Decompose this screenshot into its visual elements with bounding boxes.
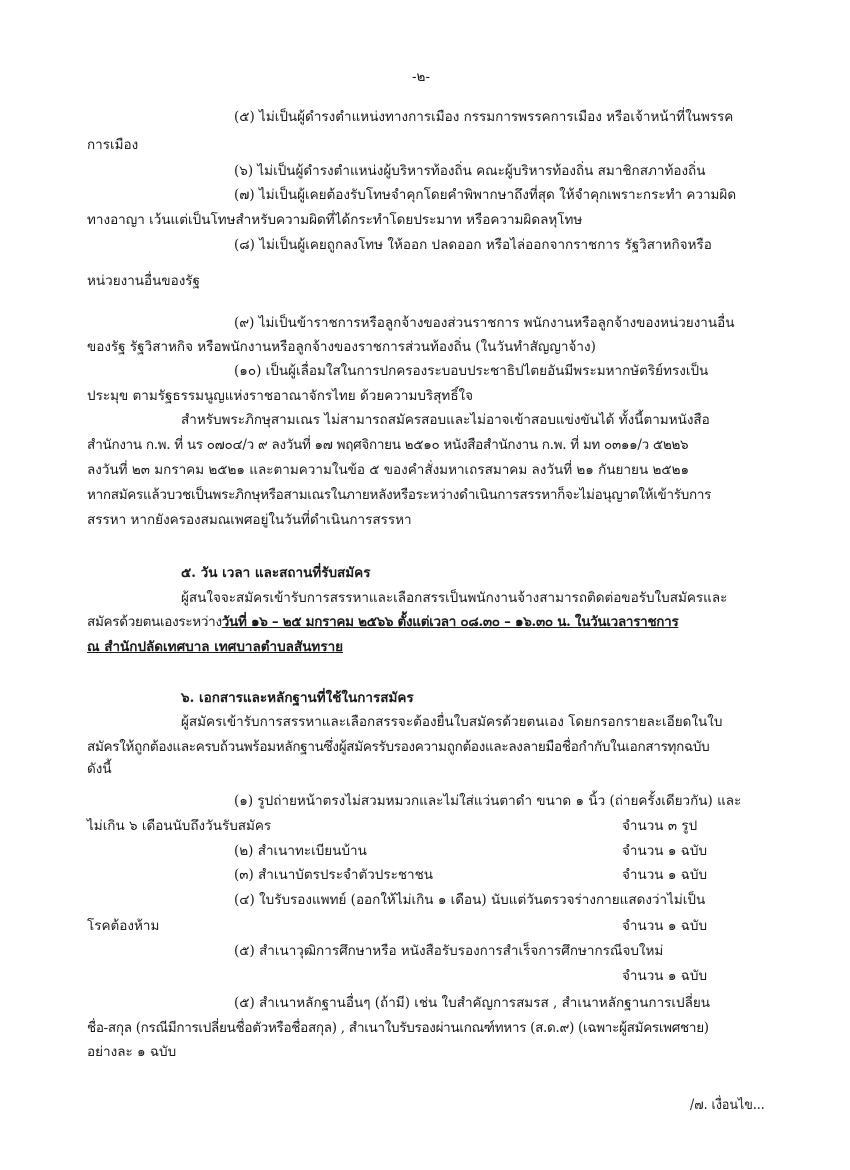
application-period: วันที่ ๑๖ – ๒๕ มกราคม ๒๕๖๖ ตั้งแต่เวลา ๐๘.๓๐ – ๑๖.๓๐ น. ในวันเวลาราชการ [221,614,679,630]
continuation-marker: /๗. เงื่อนไข... [690,1097,765,1113]
section-6-heading: ๖. เอกสารและหลักฐานที่ใช้ในการสมัคร [181,690,414,706]
document-6-line2: ชื่อ-สกุล (กรณีมีการเปลี่ยนชื่อตัวหรือชื่อสกุล) , สำเนาใบรับรองผ่านเกณฑ์ทหาร (ส.ด.๙) (เฉพาะผู้สมัครเพศชาย) [87,1020,709,1036]
section-6-intro-line2: สมัครให้ถูกต้องและครบถ้วนพร้อมหลักฐานซึ่งผู้สมัครรับรองความถูกต้องและลงลายมือชื่อกำกับในเอกสารทุกฉบับ [87,739,710,755]
document-3-quantity: จำนวน ๑ ฉบับ [622,867,708,883]
qualification-9-line1: (๙) ไม่เป็นข้าราชการหรือลูกจ้างของส่วนราชการ พนักงานหรือลูกจ้างของหน่วยงานอื่น [234,315,735,331]
document-6-line3: อย่างละ ๑ ฉบับ [87,1044,177,1060]
qualification-7-line2: ทางอาญา เว้นแต่เป็นโทษสำหรับความผิดที่ได้กระทำโดยประมาท หรือความผิดลหุโทษ [87,212,583,228]
document-6-line1: (๕) สำเนาหลักฐานอื่นๆ (ถ้ามี) เช่น ใบสำคัญการสมรส , สำเนาหลักฐานการเปลี่ยน [234,995,711,1011]
qualification-7-line1: (๗) ไม่เป็นผู้เคยต้องรับโทษจำคุกโดยคำพิพากษาถึงที่สุด ให้จำคุกเพราะกระทำ ความผิด [234,187,737,203]
section-5-heading: ๕. วัน เวลา และสถานที่รับสมัคร [181,565,371,581]
section-5-line1: ผู้สนใจจะสมัครเข้ารับการสรรหาและเลือกสรรเป็นพนักงานจ้างสามารถติดต่อขอรับใบสมัครและ [181,590,728,606]
monks-note-line4: หากสมัครแล้วบวชเป็นพระภิกษุหรือสามเณรในภายหลังหรือระหว่างดำเนินการสรรหาก็จะไม่อนุญาตให้เข้ารับการ [87,487,712,503]
page-number: -๒- [412,69,431,85]
qualification-8-line1: (๘) ไม่เป็นผู้เคยถูกลงโทษ ให้ออก ปลดออก หรือไล่ออกจากราชการ รัฐวิสาหกิจหรือ [234,237,712,253]
document-4-quantity: จำนวน ๑ ฉบับ [622,918,708,934]
application-location: ณ สำนักปลัดเทศบาล เทศบาลตำบลสันทราย [87,639,344,655]
qualification-10-line1: (๑๐) เป็นผู้เลื่อมใสในการปกครองระบอบประชาธิปไตยอันมีพระมหากษัตริย์ทรงเป็น [234,363,709,379]
qualification-5-line1: (๕) ไม่เป็นผู้ดำรงตำแหน่งทางการเมือง กรรมการพรรคการเมือง หรือเจ้าหน้าที่ในพรรค [234,109,734,125]
document-4-line1: (๔) ใบรับรองแพทย์ (ออกให้ไม่เกิน ๑ เดือน) นับแต่วันตรวจร่างกายแสดงว่าไม่เป็น [234,892,706,908]
monks-note-line1: สำหรับพระภิกษุสามเณร ไม่สามารถสมัครสอบและไม่อาจเข้าสอบแข่งขันได้ ทั้งนี้ตามหนังสือ [181,412,710,428]
qualification-9-line2: ของรัฐ รัฐวิสาหกิจ หรือพนักงานหรือลูกจ้างของราชการส่วนท้องถิ่น (ในวันทำสัญญาจ้าง) [87,339,596,355]
document-5: (๕) สำเนาวุฒิการศึกษาหรือ หนังสือรับรองการสำเร็จการศึกษากรณีจบใหม่ [234,943,664,959]
document-1-line2: ไม่เกิน ๖ เดือนนับถึงวันรับสมัคร [87,818,272,834]
qualification-8-line2: หน่วยงานอื่นของรัฐ [87,273,200,289]
monks-note-line3: ลงวันที่ ๒๓ มกราคม ๒๕๒๑ และตามความในข้อ ๕ ของคำสั่งมหาเถรสมาคม ลงวันที่ ๒๑ กันยายน ๒๕๒๑ [87,462,690,478]
qualification-6: (๖) ไม่เป็นผู้ดำรงตำแหน่งผู้บริหารท้องถิ่น คณะผู้บริหารท้องถิ่น สมาชิกสภาท้องถิ่น [234,163,706,179]
document-2: (๒) สำเนาทะเบียนบ้าน [234,843,367,859]
section-5-line2 [87,613,678,631]
document-4-line2: โรคต้องห้าม [87,918,160,934]
monks-note-line5: สรรหา หากยังครองสมณเพศอยู่ในวันที่ดำเนินการสรรหา [87,512,412,528]
section-5-line2-plain: สมัครด้วยตนเองระหว่าง [87,614,222,630]
section-6-intro-line3: ดังนี้ [87,761,112,777]
document-1-quantity: จำนวน ๓ รูป [622,818,698,834]
document-2-quantity: จำนวน ๑ ฉบับ [622,843,708,859]
document-3: (๓) สำเนาบัตรประจำตัวประชาชน [234,867,433,883]
document-5-quantity: จำนวน ๑ ฉบับ [622,968,708,984]
section-6-intro-line1: ผู้สมัครเข้ารับการสรรหาและเลือกสรรจะต้องยื่นใบสมัครด้วยตนเอง โดยกรอกรายละเอียดในใบ [181,714,723,730]
document-1-line1: (๑) รูปถ่ายหน้าตรงไม่สวมหมวกและไม่ใส่แว่นตาดำ ขนาด ๑ นิ้ว (ถ่ายครั้งเดียวกัน) และ [234,793,742,809]
qualification-10-line2: ประมุข ตามรัฐธรรมนูญแห่งราชอาณาจักรไทย ด้วยความบริสุทธิ์ใจ [87,388,474,404]
qualification-5-line2: การเมือง [87,137,139,153]
monks-note-line2: สำนักงาน ก.พ. ที่ นร ๐๗๐๔/ว ๙ ลงวันที่ ๑๗ พฤศจิกายน ๒๕๑๐ หนังสือสำนักงาน ก.พ. ที่ มท ๐๓๑๑/ว ๕๒๒๖ [87,437,689,453]
